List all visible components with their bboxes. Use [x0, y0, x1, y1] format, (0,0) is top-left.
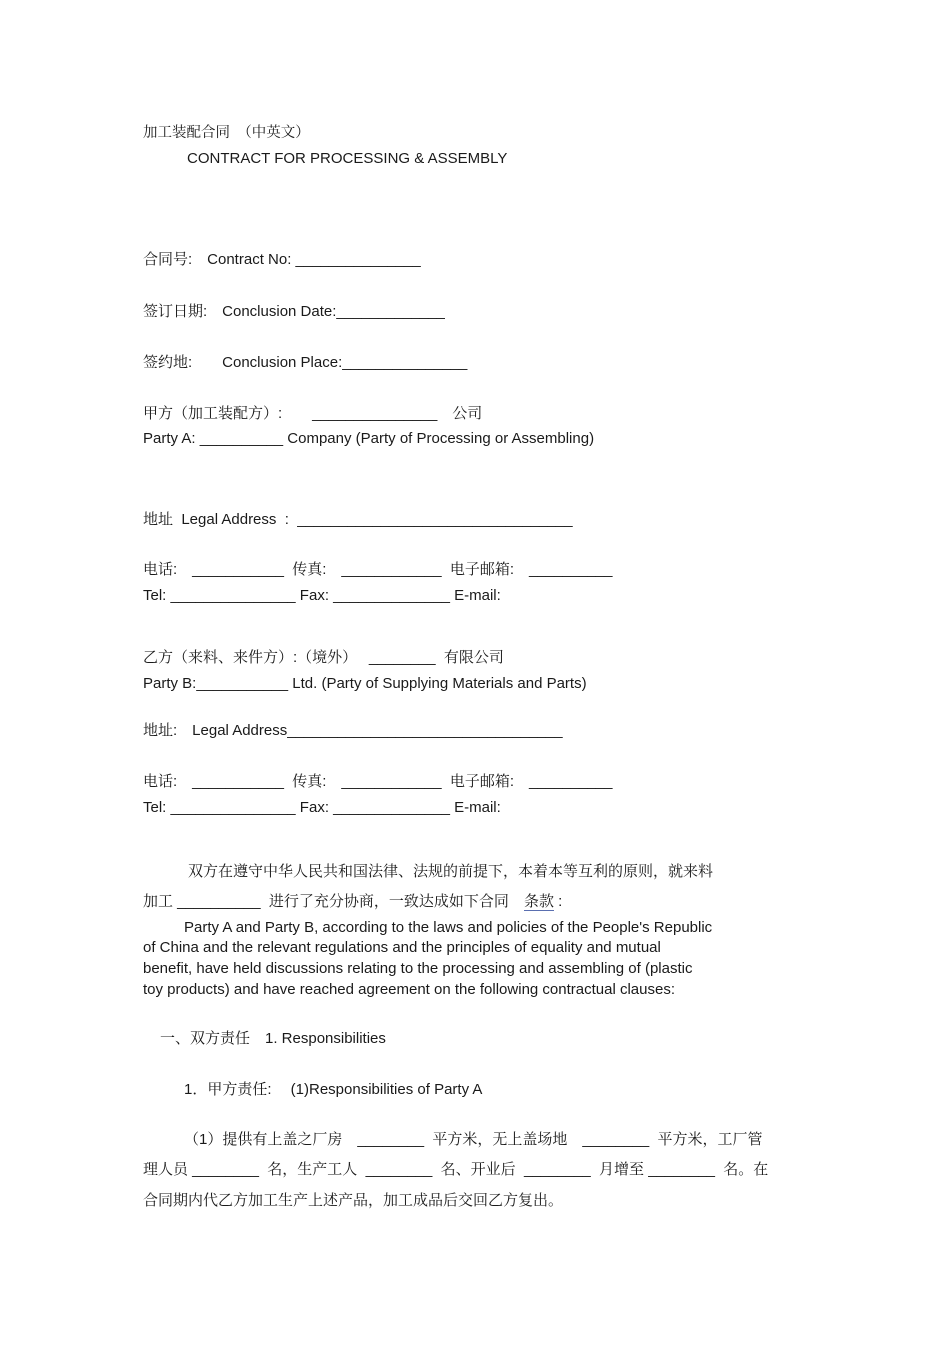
section1-heading: 一、双方责任 1. Responsibilities	[160, 1030, 386, 1047]
preamble-cn-line2-colon: :	[553, 893, 563, 910]
party-a-address: 地址 Legal Address : _________________________________	[143, 511, 573, 528]
party-b-title-en: Party B:___________ Ltd. (Party of Supplying Materials and Parts)	[143, 675, 587, 692]
preamble-cn-line1: 双方在遵守中华人民共和国法律、法规的前提下，本着本等互利的原则，就来料	[143, 863, 714, 880]
preamble-en-line4: toy products) and have reached agreement on the following contractual clauses:	[143, 981, 675, 998]
party-b-contacts-cn: 电话: ___________ 传真: ____________ 电子邮箱: __________	[143, 773, 613, 790]
preamble-en-line3: benefit, have held discussions relating to the processing and assembling of (plastic	[143, 960, 693, 977]
item1-line1: （1）提供有上盖之厂房 ________ 平方米，无上盖场地 ________ 平方米，工厂管	[184, 1131, 763, 1148]
party-b-title-cn: 乙方（来料、来件方）:（境外） ________ 有限公司	[143, 649, 504, 666]
party-a-title-cn: 甲方（加工装配方）: _______________ 公司	[143, 405, 483, 422]
contract-no-line: 合同号: Contract No: _______________	[143, 251, 421, 268]
preamble-cn-line2-text: 加工 __________ 进行了充分协商，一致达成如下合同	[143, 893, 524, 910]
party-a-title-en: Party A: __________ Company (Party of Processing or Assembling)	[143, 430, 595, 447]
preamble-en-line2: of China and the relevant regulations and the principles of equality and mutual	[143, 939, 661, 956]
party-b-address: 地址: Legal Address_________________________________	[143, 722, 563, 739]
party-a-contacts-cn: 电话: ___________ 传真: ____________ 电子邮箱: __________	[143, 561, 613, 578]
preamble-en-line1: Party A and Party B, according to the laws and policies of the People's Republic	[184, 919, 713, 936]
item1-line2: 理人员 ________ 名，生产工人 ________ 名、开业后 ________ 月增至 ________ 名。在	[143, 1161, 769, 1178]
party-a-contacts-en: Tel: _______________ Fax: ______________ E-mail:	[143, 587, 501, 604]
title-cn: 加工装配合同 （中英文）	[143, 125, 310, 141]
title-en: CONTRACT FOR PROCESSING & ASSEMBLY	[187, 150, 508, 167]
item1-line3: 合同期内代乙方加工生产上述产品，加工成品后交回乙方复出。	[143, 1192, 564, 1209]
clauses-link[interactable]: 条款	[523, 893, 554, 910]
party-b-contacts-en: Tel: _______________ Fax: ______________ E-mail:	[143, 799, 501, 816]
preamble-cn-line2	[143, 893, 562, 911]
conclusion-date-line: 签订日期: Conclusion Date:_____________	[143, 303, 445, 320]
conclusion-place-line: 签约地: Conclusion Place:_______________	[143, 354, 468, 371]
section1-subheading: 1．甲方责任: (1)Responsibilities of Party A	[184, 1081, 483, 1098]
